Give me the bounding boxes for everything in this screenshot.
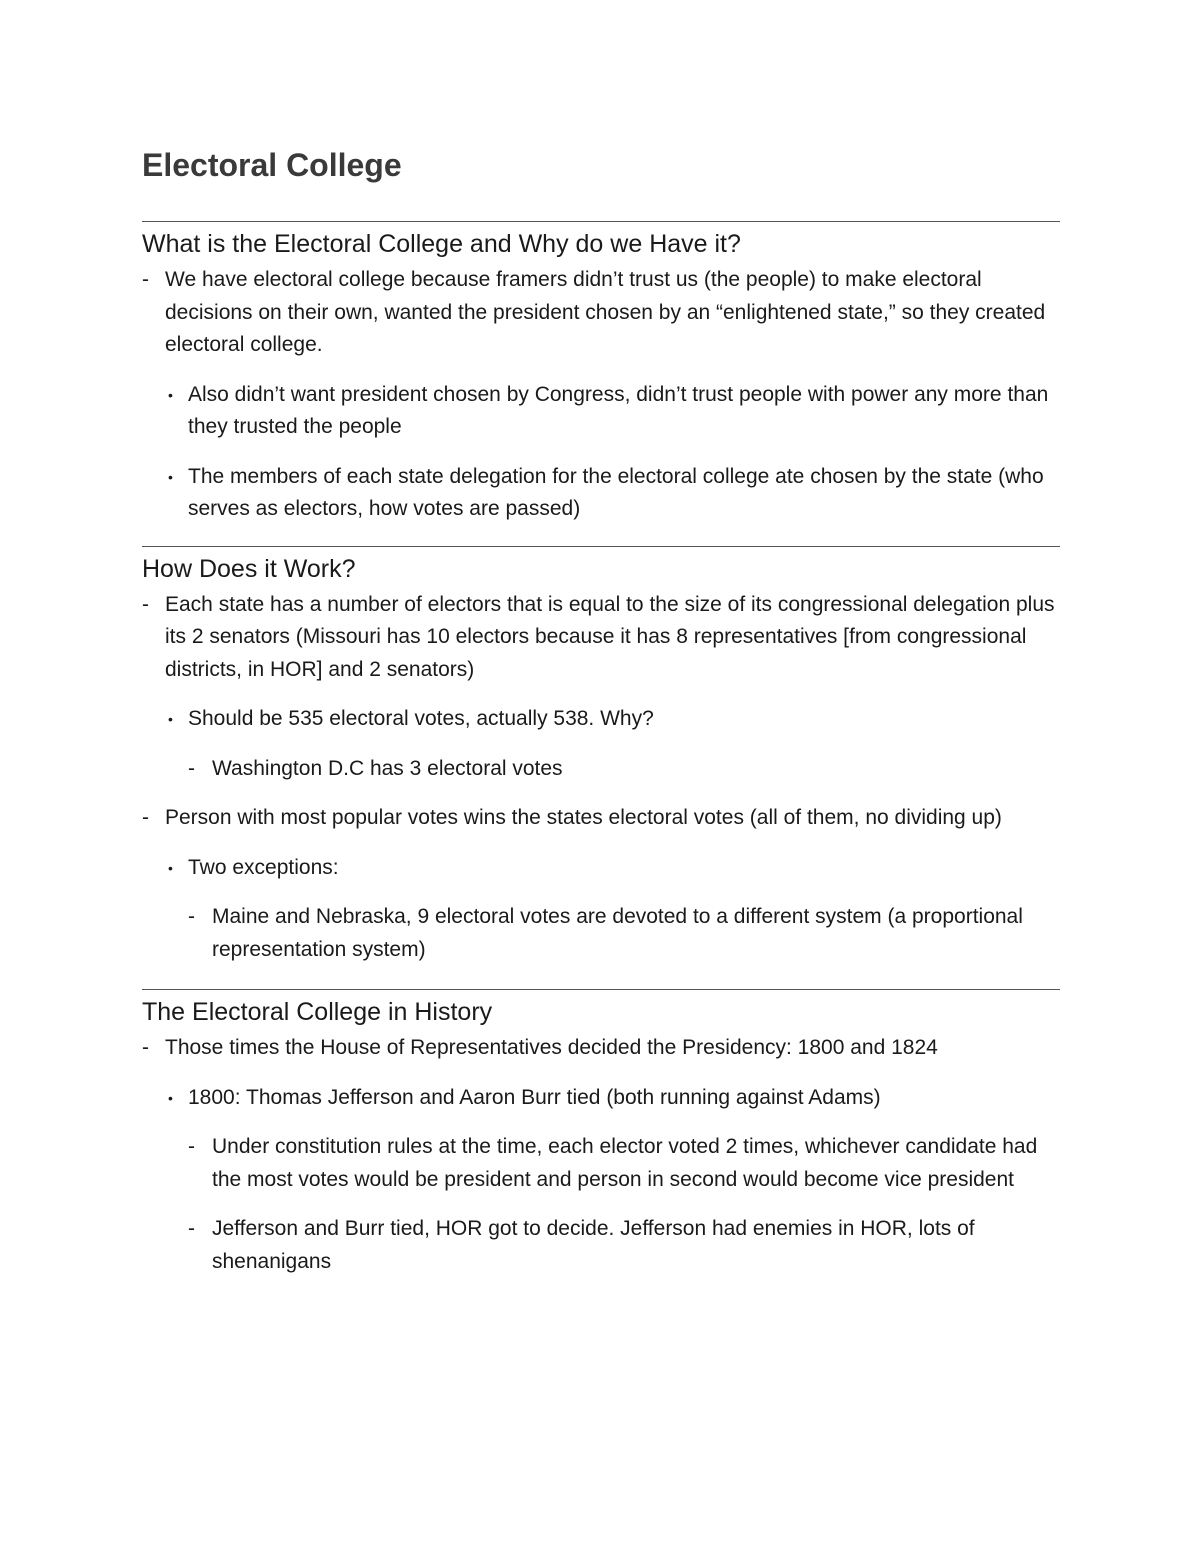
section-heading: The Electoral College in History <box>142 998 493 1026</box>
list-item <box>142 901 1060 966</box>
dash-bullet: - <box>142 268 149 291</box>
dot-bullet: • <box>168 711 173 727</box>
list-item-text: Should be 535 electoral votes, actually 538. Why? <box>188 707 654 730</box>
list-item <box>142 802 1060 835</box>
list-item-text: Each state has a number of electors that is equal to the size of its congressional delegation plus its 2 senators (Missouri has 10 electors because it has 8 representatives [from congressional districts, in HOR] and 2 senators) <box>165 592 1055 681</box>
list-item <box>142 461 1060 526</box>
dash-bullet: - <box>188 905 195 928</box>
list-item <box>142 1032 1060 1065</box>
dash-bullet: - <box>142 806 149 829</box>
list-item-text: Washington D.C has 3 electoral votes <box>212 756 563 780</box>
list-item <box>142 1131 1060 1196</box>
list-item-text: Also didn’t want president chosen by Congress, didn’t trust people with power any more than they trusted the people <box>188 382 1049 438</box>
list-item-text: Maine and Nebraska, 9 electoral votes are devoted to a different system (a proportional representation system) <box>212 905 1023 961</box>
dash-bullet: - <box>142 1036 149 1059</box>
list-item <box>142 753 1060 786</box>
list-item-text: Person with most popular votes wins the states electoral votes (all of them, no dividing up) <box>165 806 1002 829</box>
section-heading: What is the Electoral College and Why do we Have it? <box>142 230 741 258</box>
dot-bullet: • <box>168 386 173 403</box>
list-item <box>142 852 1060 885</box>
dot-bullet: • <box>168 1089 173 1106</box>
section-how-does-it-work <box>142 546 1060 967</box>
dash-bullet: - <box>188 756 195 780</box>
list-item <box>142 703 1060 736</box>
list-item-text: The members of each state delegation for the electoral college ate chosen by the state (who serves as electors, how votes are passed) <box>188 464 1044 520</box>
dot-bullet: • <box>168 859 173 876</box>
section-electoral-college-history <box>142 989 1060 1278</box>
document-page <box>142 140 1060 1295</box>
list-item <box>142 379 1060 444</box>
dash-bullet: - <box>142 592 149 616</box>
list-item-text: Two exceptions: <box>188 855 339 879</box>
list-item-text: Jefferson and Burr tied, HOR got to decide. Jefferson had enemies in HOR, lots of shenanigans <box>212 1217 975 1273</box>
dash-bullet: - <box>188 1135 195 1158</box>
dash-bullet: - <box>188 1217 195 1240</box>
list-item-text: We have electoral college because framers didn’t trust us (the people) to make electoral decisions on their own, wanted the president chosen by an “enlightened state,” so they created electoral college. <box>165 268 1046 356</box>
list-item <box>142 589 1060 687</box>
dot-bullet: • <box>168 468 173 485</box>
list-item-text: 1800: Thomas Jefferson and Aaron Burr tied (both running against Adams) <box>188 1085 881 1109</box>
section-heading: How Does it Work? <box>142 554 356 583</box>
list-item-text: Those times the House of Representatives decided the Presidency: 1800 and 1824 <box>165 1036 938 1059</box>
list-item-text: Under constitution rules at the time, each elector voted 2 times, whichever candidate had the most votes would be president and person in second would become vice president <box>212 1135 1038 1191</box>
list-item <box>142 264 1060 362</box>
section-what-is-electoral-college <box>142 221 1060 526</box>
list-item <box>142 1082 1060 1115</box>
document-title: Electoral College <box>142 147 402 183</box>
list-item <box>142 1213 1060 1278</box>
